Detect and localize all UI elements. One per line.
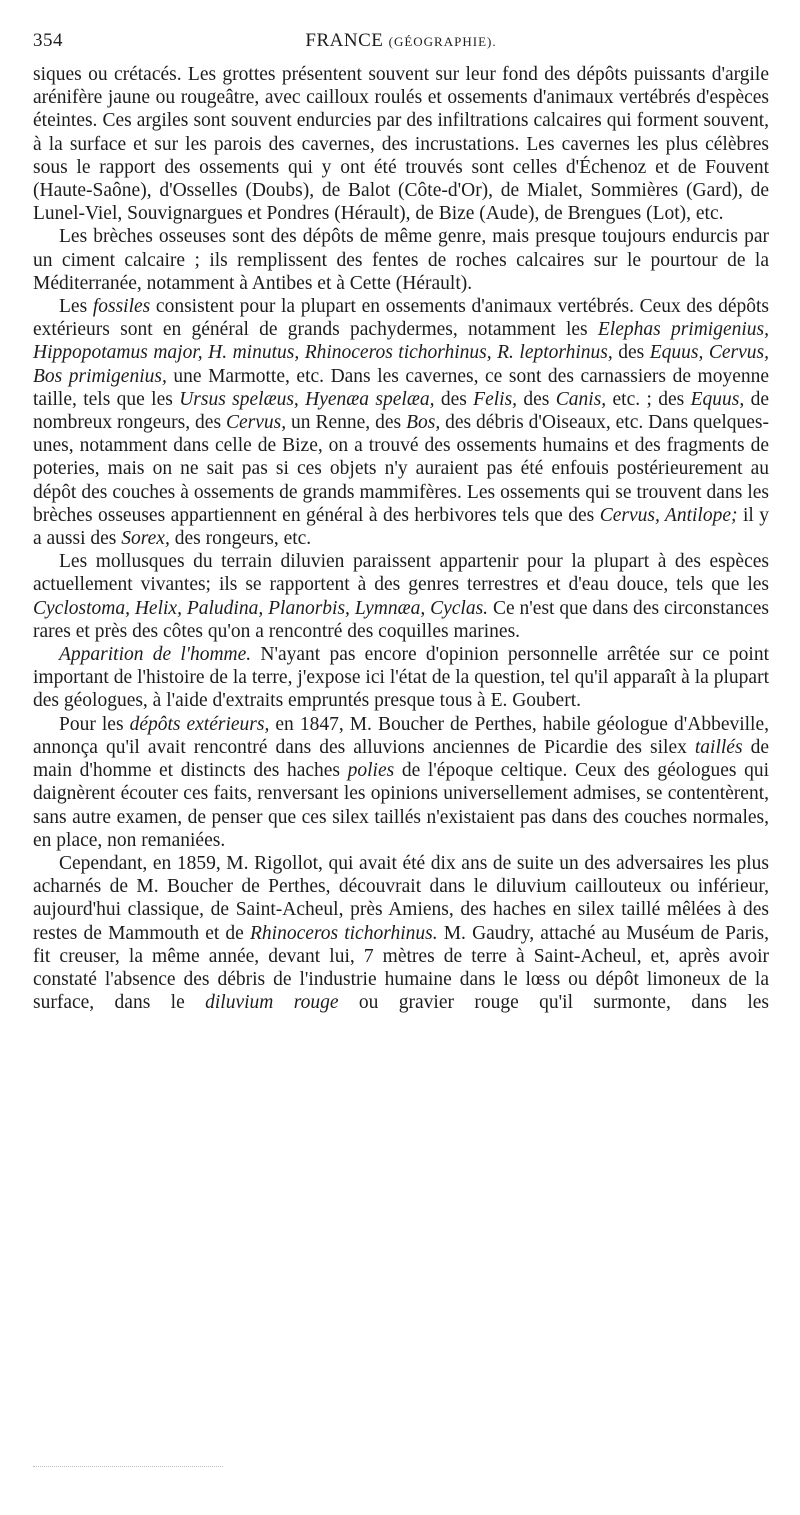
italic-run: polies [347,760,395,782]
running-head-title: FRANCE [305,30,384,51]
italic-run: Ursus spelæus, Hyenæa spelæa, [179,388,435,410]
italic-run: dépôts extérieurs, [129,713,270,735]
italic-run: Sorex, [121,528,170,550]
text-run: M. Gaudry, attaché au Muséum de Paris, fit creuser, la même année, devant lui, 7 mètres de terre à Saint-Acheul, et, après avoir constaté l'absence des débris de l'industrie humaine dans le lœss ou dépôt limoneux de la surface, dans le [33,922,769,1014]
italic-run: diluvium rouge [205,992,339,1014]
paragraph-fossils [33,295,769,550]
running-head [33,30,769,52]
text-run: de nombreux rongeurs, des [33,388,769,434]
paragraph-appearance-of-man [33,643,769,713]
text-run: etc. ; des [606,388,691,410]
paragraph-caves [33,63,769,225]
text-run: Les brèches osseuses sont des dépôts de même genre, mais presque toujours endurcis par un ciment calcaire ; ils remplissent des fentes de roches calcaires sur le pourtour de la Méditerranée, notamment à Antibes et à Cette (Hérault). [33,226,769,294]
italic-run: Felis, [473,388,518,410]
text-run: une Marmotte, etc. Dans les cavernes, ce sont des carnassiers de moyenne taille, tels que les [33,365,769,410]
text-run: Pour les [59,713,130,735]
text-run: Cependant, en 1859, M. Rigollot, qui avait été dix ans de suite un des adversaires les plus acharnés de M. Boucher de Perthes, découvrait dans le diluvium caillouteux ou inférieur, aujourd'hui classique, de Saint-Acheul, près Amiens, des haches en silex taillé mêlées à des restes de Mammouth et de [33,852,769,944]
text-run: consistent pour la plupart en ossements d'animaux vertébrés. Ceux des dépôts extérieurs sont en général de grands pachydermes, notamment les [33,296,770,341]
text-run: de main d'homme et distincts des haches [33,736,769,782]
text-run: de l'époque celtique. Ceux des géologues qui daignèrent écouter ces faits, renversant les opinions universellement admises, se contentèrent, sans autre examen, de penser que ces silex taillés n'existaient pas dans des couches normales, en place, non remaniées. [33,760,769,851]
italic-run: taillés [694,736,743,758]
text-run: il y a aussi des [33,504,769,550]
italic-run: Cervus, [225,412,287,434]
italic-run: Elephas primigenius, Hippopotamus major, H. minutus, Rhinoceros tichorhinus, R. leptorhinus, [33,319,769,364]
text-run: un Renne, des [286,412,407,434]
italic-run: Cyclostoma, Helix, Paludina, Planorbis, Lymnæa, Cyclas. [33,597,489,619]
text-run: des [612,342,650,364]
italic-run: Canis, [555,388,607,410]
text-run: des [434,388,474,410]
running-head-subtitle: (GÉOGRAPHIE). [388,34,497,49]
italic-run: fossiles [92,296,151,318]
text-run: des débris d'Oiseaux, etc. Dans quelques-unes, notamment dans celle de Bize, on a trouvé des ossements humains et des fragments de poteries, mais on ne sait pas si ces objets n'y auraient pas été enfouis postérieurement au dépôt des couches à ossements de grands mammifères. Les ossements qui se trouvent dans les brèches osseuses appartiennent en général à des herbivores tels que des [33,412,769,526]
paragraph-breccia [33,225,769,295]
text-run: Les mollusques du terrain diluvien paraissent appartenir pour la plupart à des espèces actuellement vivantes; ils se rapportent à des genres terrestres et d'eau douce, tels que les [33,551,769,596]
italic-run: Equus, Cervus, Bos primigenius, [33,342,770,387]
italic-run: Rhinoceros tichorhinus. [249,922,438,944]
italic-run: Equus, [690,388,745,410]
italic-run: Cervus, Antilope; [599,504,738,526]
italic-run: Bos, [406,412,441,434]
text-run: en 1847, M. Boucher de Perthes, habile géologue d'Abbeville, annonça qu'il avait rencontré dans des alluvions anciennes de Picardie des silex [33,713,770,758]
paragraph-exterior-deposits [33,713,769,852]
text-run: des [517,388,556,410]
text-run: des rongeurs, etc. [169,528,312,550]
text-run: Les [59,296,93,318]
footer-rule [33,1466,223,1467]
page-number: 354 [33,30,63,51]
text-run: N'ayant pas encore d'opinion personnelle arrêtée sur ce point important de l'histoire de la terre, j'expose ici l'état de la question, tel qu'il apparaît à la plupart des géologues, à l'aide d'extraits empruntés presque tous à E. Goubert. [33,644,769,712]
text-run: siques ou crétacés. Les grottes présentent souvent sur leur fond des dépôts puissants d'argile arénifère jaune ou rougeâtre, avec cailloux roulés et ossements d'animaux vertébrés d'espèces éteintes. Ces argiles sont souvent endurcies par des infiltrations calcaires qui forment souvent, à la surface et sur les parois des cavernes, des incrustations. Les cavernes les plus célèbres sous le rapport des ossements qui y ont été trouvés sont celles d'Échenoz et de Fouvent (Haute-Saône), d'Osselles (Doubs), de Balot (Côte-d'Or), de Mialet, Sommières (Gard), de Lunel-Viel, Souvignargues et Pondres (Hérault), de Bize (Aude), de Brengues (Lot), etc. [33,64,769,225]
paragraph-mollusks [33,550,769,643]
text-run: Ce n'est que dans des circonstances rares et près des côtes qu'on a rencontré des coquilles marines. [33,597,769,642]
running-header [33,30,769,58]
paragraph-saint-acheul [33,852,769,1014]
body-text [33,63,769,1014]
text-run: ou gravier rouge qu'il surmonte, dans les [338,992,769,1014]
italic-run: Apparition de l'homme. [59,644,252,666]
